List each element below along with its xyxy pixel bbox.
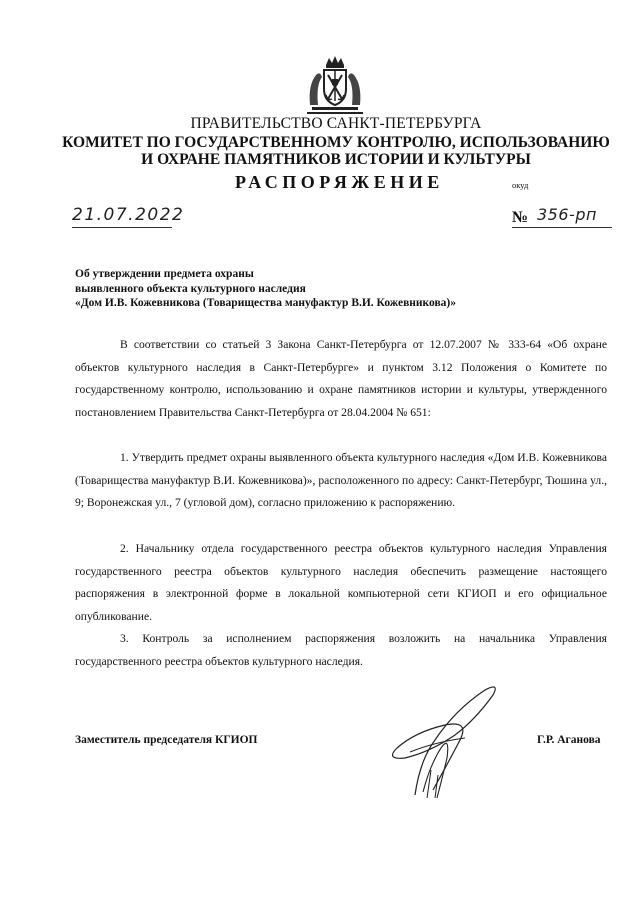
government-name: ПРАВИТЕЛЬСТВО САНКТ-ПЕТЕРБУРГА <box>190 115 482 132</box>
document-number: 356-рп <box>537 205 597 224</box>
subject-line1: Об утверждении предмета охраны <box>75 268 254 280</box>
date-underline <box>72 227 172 228</box>
number-underline <box>512 227 612 228</box>
document-date: 21.07.2022 <box>72 205 185 225</box>
document-subject <box>75 267 456 311</box>
committee-name-line2: И ОХРАНЕ ПАМЯТНИКОВ ИСТОРИИ И КУЛЬТУРЫ <box>141 151 531 168</box>
committee-name <box>0 134 640 168</box>
subject-line3: «Дом И.В. Кожевникова (Товарищества мануфактур В.И. Кожевникова)» <box>75 297 457 309</box>
handwritten-signature <box>375 680 515 800</box>
coat-of-arms-icon <box>304 55 366 115</box>
committee-name-line1: КОМИТЕТ ПО ГОСУДАРСТВЕННОМУ КОНТРОЛЮ, ИСПОЛЬЗОВАНИЮ <box>62 134 610 151</box>
item-3-text: 3. Контроль за исполнением распоряжения возложить на начальника Управления государственного реестра объектов культурного наследия. <box>75 632 607 668</box>
okud-label: окуд <box>512 180 529 190</box>
preamble-text: В соответствии со статьей 3 Закона Санкт-Петербурга от 12.07.2007 № 333-64 «Об охране объектов культурного наследия в Санкт-Петербурге» и пунктом 3.12 Положения о Комитете по государственному контролю, использованию и охране памятников истории и культуры, утвержденного постановлением Правительства Санкт-Петербурга от 28.04.2004 № 651: <box>75 338 607 419</box>
item-2-text: 2. Начальнику отдела государственного реестра объектов культурного наследия Управления государственного реестра объектов культурного наследия обеспечить размещение настоящего распоряжения в электронной форме в локальной компьютерной сети КГИОП и его официальное опубликование. <box>75 542 607 623</box>
item-1-paragraph <box>75 447 607 515</box>
subject-line2: выявленного объекта культурного наследия <box>75 282 306 295</box>
document-type-title: РАСПОРЯЖЕНИЕ <box>235 172 444 192</box>
number-sign: № <box>512 209 529 226</box>
item-1-text: 1. Утвердить предмет охраны выявленного объекта культурного наследия «Дом И.В. Кожевникова (Товарищества мануфактур В.И. Кожевникова)», расположенного по адресу: Санкт-Петербург, Тюшина ул., 9; Воронежская ул., 7 (угловой дом), согласно приложению к распоряжению. <box>75 451 607 509</box>
preamble-paragraph <box>75 334 607 424</box>
item-3-paragraph <box>75 628 607 673</box>
item-2-paragraph <box>75 538 607 628</box>
signatory-name: Г.Р. Аганова <box>537 734 601 746</box>
signatory-position: Заместитель председателя КГИОП <box>75 734 258 746</box>
